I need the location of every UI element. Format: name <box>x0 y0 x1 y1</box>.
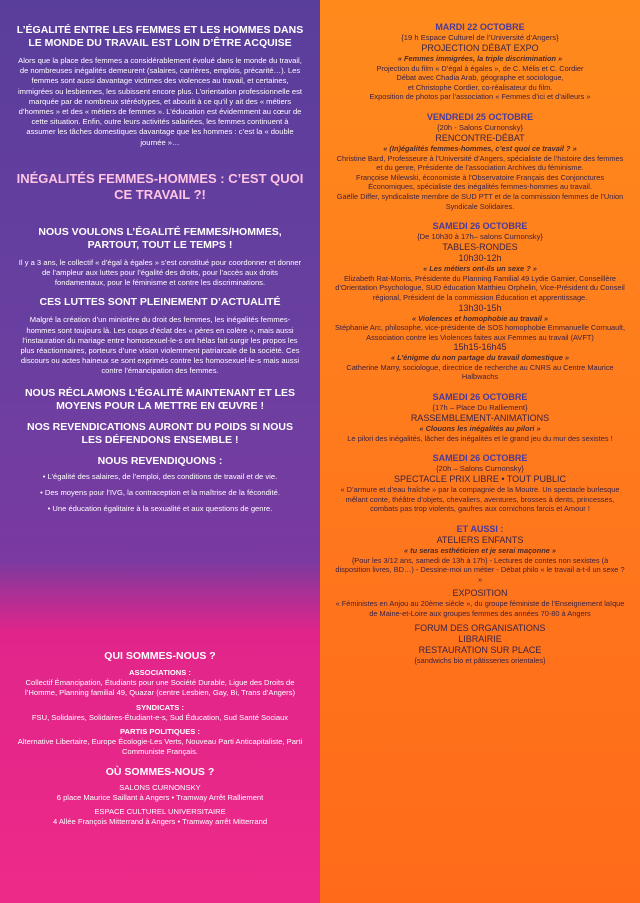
exhibition-line: « Féministes en Anjou au 20ème siècle », du groupe féministe de l’Enseignement laïque de Maine-et-Loire aux groupes femmes des années 70-80 à Angers <box>335 599 625 618</box>
place1-text: 6 place Maurice Saillant à Angers • Tramway Arrêt Ralliement <box>56 792 264 802</box>
assoc-text: Collectif Émancipation, Étudiants pour une Société Durable, Ligue des Droits de l’Homme, Planning familial 49, Quazar (centre Lesbien, Gay, Bi, Trans d’Angers) <box>25 678 295 698</box>
event3-sub1: « Les métiers ont-ils un sexe ? » <box>423 264 537 274</box>
heading-who: QUI SOMMES-NOUS ? <box>104 650 216 662</box>
event1-title: PROJECTION DÉBAT EXPO <box>421 43 539 53</box>
event3-date: SAMEDI 26 OCTOBRE <box>432 221 528 232</box>
intro-text: Alors que la place des femmes a considérablement évolué dans le monde du travail, de nombreuses inégalités demeurent (salaires, carrières, emplois, précarité…). Les femmes sont aussi davantage victimes des violences au travail, et certaines, immigrées ou lesbiennes, les subissent encore plus. L’orientation professionnelle est marquée par de nombreux stéréotypes, et aboutit à ce qu’il y ait des « métiers d’hommes » et des « métiers de femmes ». L’éducation est évidemment au cœur de cette situation. Enfin, outre leurs activités salariées, les femmes continuent à assumer les tâches domestiques davantage que les hommes : c’est la « double journée »… <box>17 56 303 147</box>
event1-line: Exposition de photos par l’association « Femmes d’ici et d’ailleurs » <box>369 92 591 102</box>
event2-subtitle: « (In)égalités femmes-hommes, c’est quoi ce travail ? » <box>383 143 577 153</box>
event1-line: et Christophe Cordier, co-réalisateur du film. <box>407 82 553 92</box>
event4-title: RASSEMBLEMENT-ANIMATIONS <box>410 413 550 424</box>
demands-list <box>16 472 304 515</box>
event2-line: Françoise Milewski, économiste à l’Observatoire Français des Conjonctures Économiques, spécialiste des inégalités femmes-hommes au travail. <box>355 172 605 192</box>
heading-question: INÉGALITÉS FEMMES-HOMMES : C’EST QUOI CE TRAVAIL ?! <box>16 170 304 202</box>
event3-line1: Elizabeth Rat-Morris, Présidente du Planning Familial 49 Lydie Garnier, Conseillère d’Orientation Psychologue, SUD éducation Matthieu Orphelin, Vice-Président du Conseil régional, Président de la commission Éducation et apprentissage. <box>335 273 625 302</box>
event3-line2: Stéphanie Arc, philosophe, vice-présidente de SOS homophobie Emmanuelle Cornuault, Association contre les Violences faites aux Femmes au travail (AVFT) <box>334 323 626 342</box>
event4-date: SAMEDI 26 OCTOBRE <box>432 392 528 403</box>
program <box>320 0 640 665</box>
place2-title: ESPACE CULTUREL UNIVERSITAIRE <box>94 807 226 817</box>
assoc-title: ASSOCIATIONS : <box>129 668 191 677</box>
demand-item: • Une éducation égalitaire à la sexualité et aux questions de genre. <box>47 504 273 514</box>
event3-place: {De 10h30 à 17h– salons Curnonsky} <box>417 232 543 242</box>
parti-text: Alternative Libertaire, Europe Écologie-Les Verts, Nouveau Parti Anticapitaliste, Parti Communiste Français. <box>17 737 303 757</box>
event3-sub2: « Violences et homophobie au travail » <box>411 313 549 323</box>
workshops-subtitle: « tu seras esthéticien et je serai maçonne » <box>404 546 556 556</box>
event5-date: SAMEDI 26 OCTOBRE <box>432 453 528 464</box>
event1-line: Débat avec Chadia Arab, géographe et sociologue, <box>396 73 564 83</box>
exhibition-title: EXPOSITION <box>452 588 508 599</box>
event5-line: « D’armure et d’eau fraîche » par la compagnie de la Moutre. Un spectacle burlesque mêlant conte, théâtre d’objets, chevaliers, aventures, brosses à dents, princesses, combats pas trop violents, gaufres aux cornichons farcis et Amour ! <box>340 485 620 514</box>
heading-claim: NOUS RÉCLAMONS L’ÉGALITÉ MAINTENANT ET LES MOYENS POUR LA METTRE EN ŒUVRE ! <box>24 386 296 412</box>
left-content <box>0 0 320 514</box>
event4-place: {17h – Place Du Ralliement} <box>432 403 528 413</box>
event3-sub3: « L’énigme du non partage du travail domestique » <box>390 353 570 363</box>
place2-text: 4 Allée François Mitterrand à Angers • Tramway arrêt Mitterrand <box>52 817 268 827</box>
about-section <box>0 650 320 827</box>
event2-place: {20h - Salons Curnonsky} <box>436 122 524 132</box>
synd-text: FSU, Solidaires, Solidaires-Étudiant-e-s, Sud Éducation, Sud Santé Sociaux <box>31 712 289 722</box>
heading-struggles: CES LUTTES SONT PLEINEMENT D’ACTUALITÉ <box>39 296 281 309</box>
forum-title: FORUM DES ORGANISATIONS <box>414 622 546 633</box>
bookshop-title: LIBRAIRIE <box>458 633 502 644</box>
right-column <box>320 0 640 903</box>
place1-title: SALONS CURNONSKY <box>119 782 201 792</box>
parti-title: PARTIS POLITIQUES : <box>119 727 201 737</box>
event2-line: Gaëlle Differ, syndicaliste membre de SUD PTT et de la commission femmes de l’Union Syndicale Solidaires. <box>336 191 624 211</box>
event3-time2: 13h30-15h <box>458 302 502 313</box>
event3-time1: 10h30-12h <box>458 253 502 264</box>
demand-item: • L’égalité des salaires, de l’emploi, des conditions de travail et de vie. <box>42 471 278 481</box>
event1-subtitle: « Femmes immigrées, la triple discrimination » <box>397 54 563 63</box>
event2-line: Christine Bard, Professeure à l’Université d’Angers, spécialiste de l’histoire des femmes et du genre, Présidente de l’association Archives du féminisme. <box>336 153 624 173</box>
event5-title: SPECTACLE PRIX LIBRE • TOUT PUBLIC <box>393 474 567 485</box>
heading-demands: NOUS REVENDIQUONS : <box>97 454 223 467</box>
heading-want: NOUS VOULONS L’ÉGALITÉ FEMMES/HOMMES, PARTOUT, TOUT LE TEMPS ! <box>38 225 282 251</box>
event1-line: Projection du film « D’égal à égales », de C. Mélis et C. Cordier <box>376 63 584 73</box>
event5-place: {20h – Salons Curnonsky} <box>436 464 524 474</box>
workshops-title: ATELIERS ENFANTS <box>436 535 524 546</box>
event1-place: {19 h Espace Culturel de l’Université d’Angers} <box>401 33 559 42</box>
heading-weight: NOS REVENDICATIONS AURONT DU POIDS SI NOUS LES DÉFENDONS ENSEMBLE ! <box>26 420 294 446</box>
workshops-line: {Pour les 3/12 ans, samedi de 13h à 17h} - Lectures de contes non sexistes (à disposition livres, BD…) - Dessine-moi un métier - Débat philo « le travail a-t-il un sexe ? » <box>335 555 625 584</box>
event4-line: Le pilori des inégalités, lâcher des inégalités et le grand jeu du mur des sexistes ! <box>347 433 613 443</box>
food-title: RESTAURATION SUR PLACE <box>418 644 542 655</box>
food-line: {sandwichs bio et pâtisseries orientales} <box>414 655 546 665</box>
synd-title: SYNDICATS : <box>136 702 184 712</box>
struggles-text: Malgré la création d’un ministère du droit des femmes, les inégalités femmes-hommes sont toujours là. Les coups d’éclat des « pères en colère », mais aussi l’instauration du mariage entre homosexuel-le-s ont hélas fait surgir les propos les plus réactionnaires, porteurs d’une vision violemment patriarcale de la société. Ces discours ou actes haineux se sont exprimés contre les homosexuel-le-s mais aussi contre l’émancipation des femmes. <box>20 315 300 376</box>
event3-line3: Catherine Marry, sociologue, directrice de recherche au CNRS au Centre Maurice Halbwachs <box>346 362 614 382</box>
event2-title: RENCONTRE-DÉBAT <box>435 132 525 143</box>
heading-main: L’ÉGALITÉ ENTRE LES FEMMES ET LES HOMMES DANS LE MONDE DU TRAVAIL EST LOIN D’ÊTRE ACQUISE <box>16 24 304 49</box>
event3-time3: 15h15-16h45 <box>453 342 507 353</box>
also-heading: ET AUSSI : <box>456 524 504 535</box>
event3-title: TABLES-RONDES <box>442 242 518 253</box>
demand-item: • Des moyens pour l’IVG, la contraception et la maîtrise de la fécondité. <box>40 487 280 497</box>
heading-where: OÙ SOMMES-NOUS ? <box>105 765 215 778</box>
event4-subtitle: « Clouons les inégalités au pilori » <box>419 424 541 434</box>
event2-date: VENDREDI 25 OCTOBRE <box>426 111 534 122</box>
event1-date: MARDI 22 OCTOBRE <box>435 22 525 32</box>
collective-text: Il y a 3 ans, le collectif « d’égal à égales » s’est constitué pour coordonner et donner de l’ampleur aux luttes pour l’égalité des droits, pour l’accès aux droits fondamentaux, pour le féminisme et contre les discriminations. <box>18 257 302 288</box>
